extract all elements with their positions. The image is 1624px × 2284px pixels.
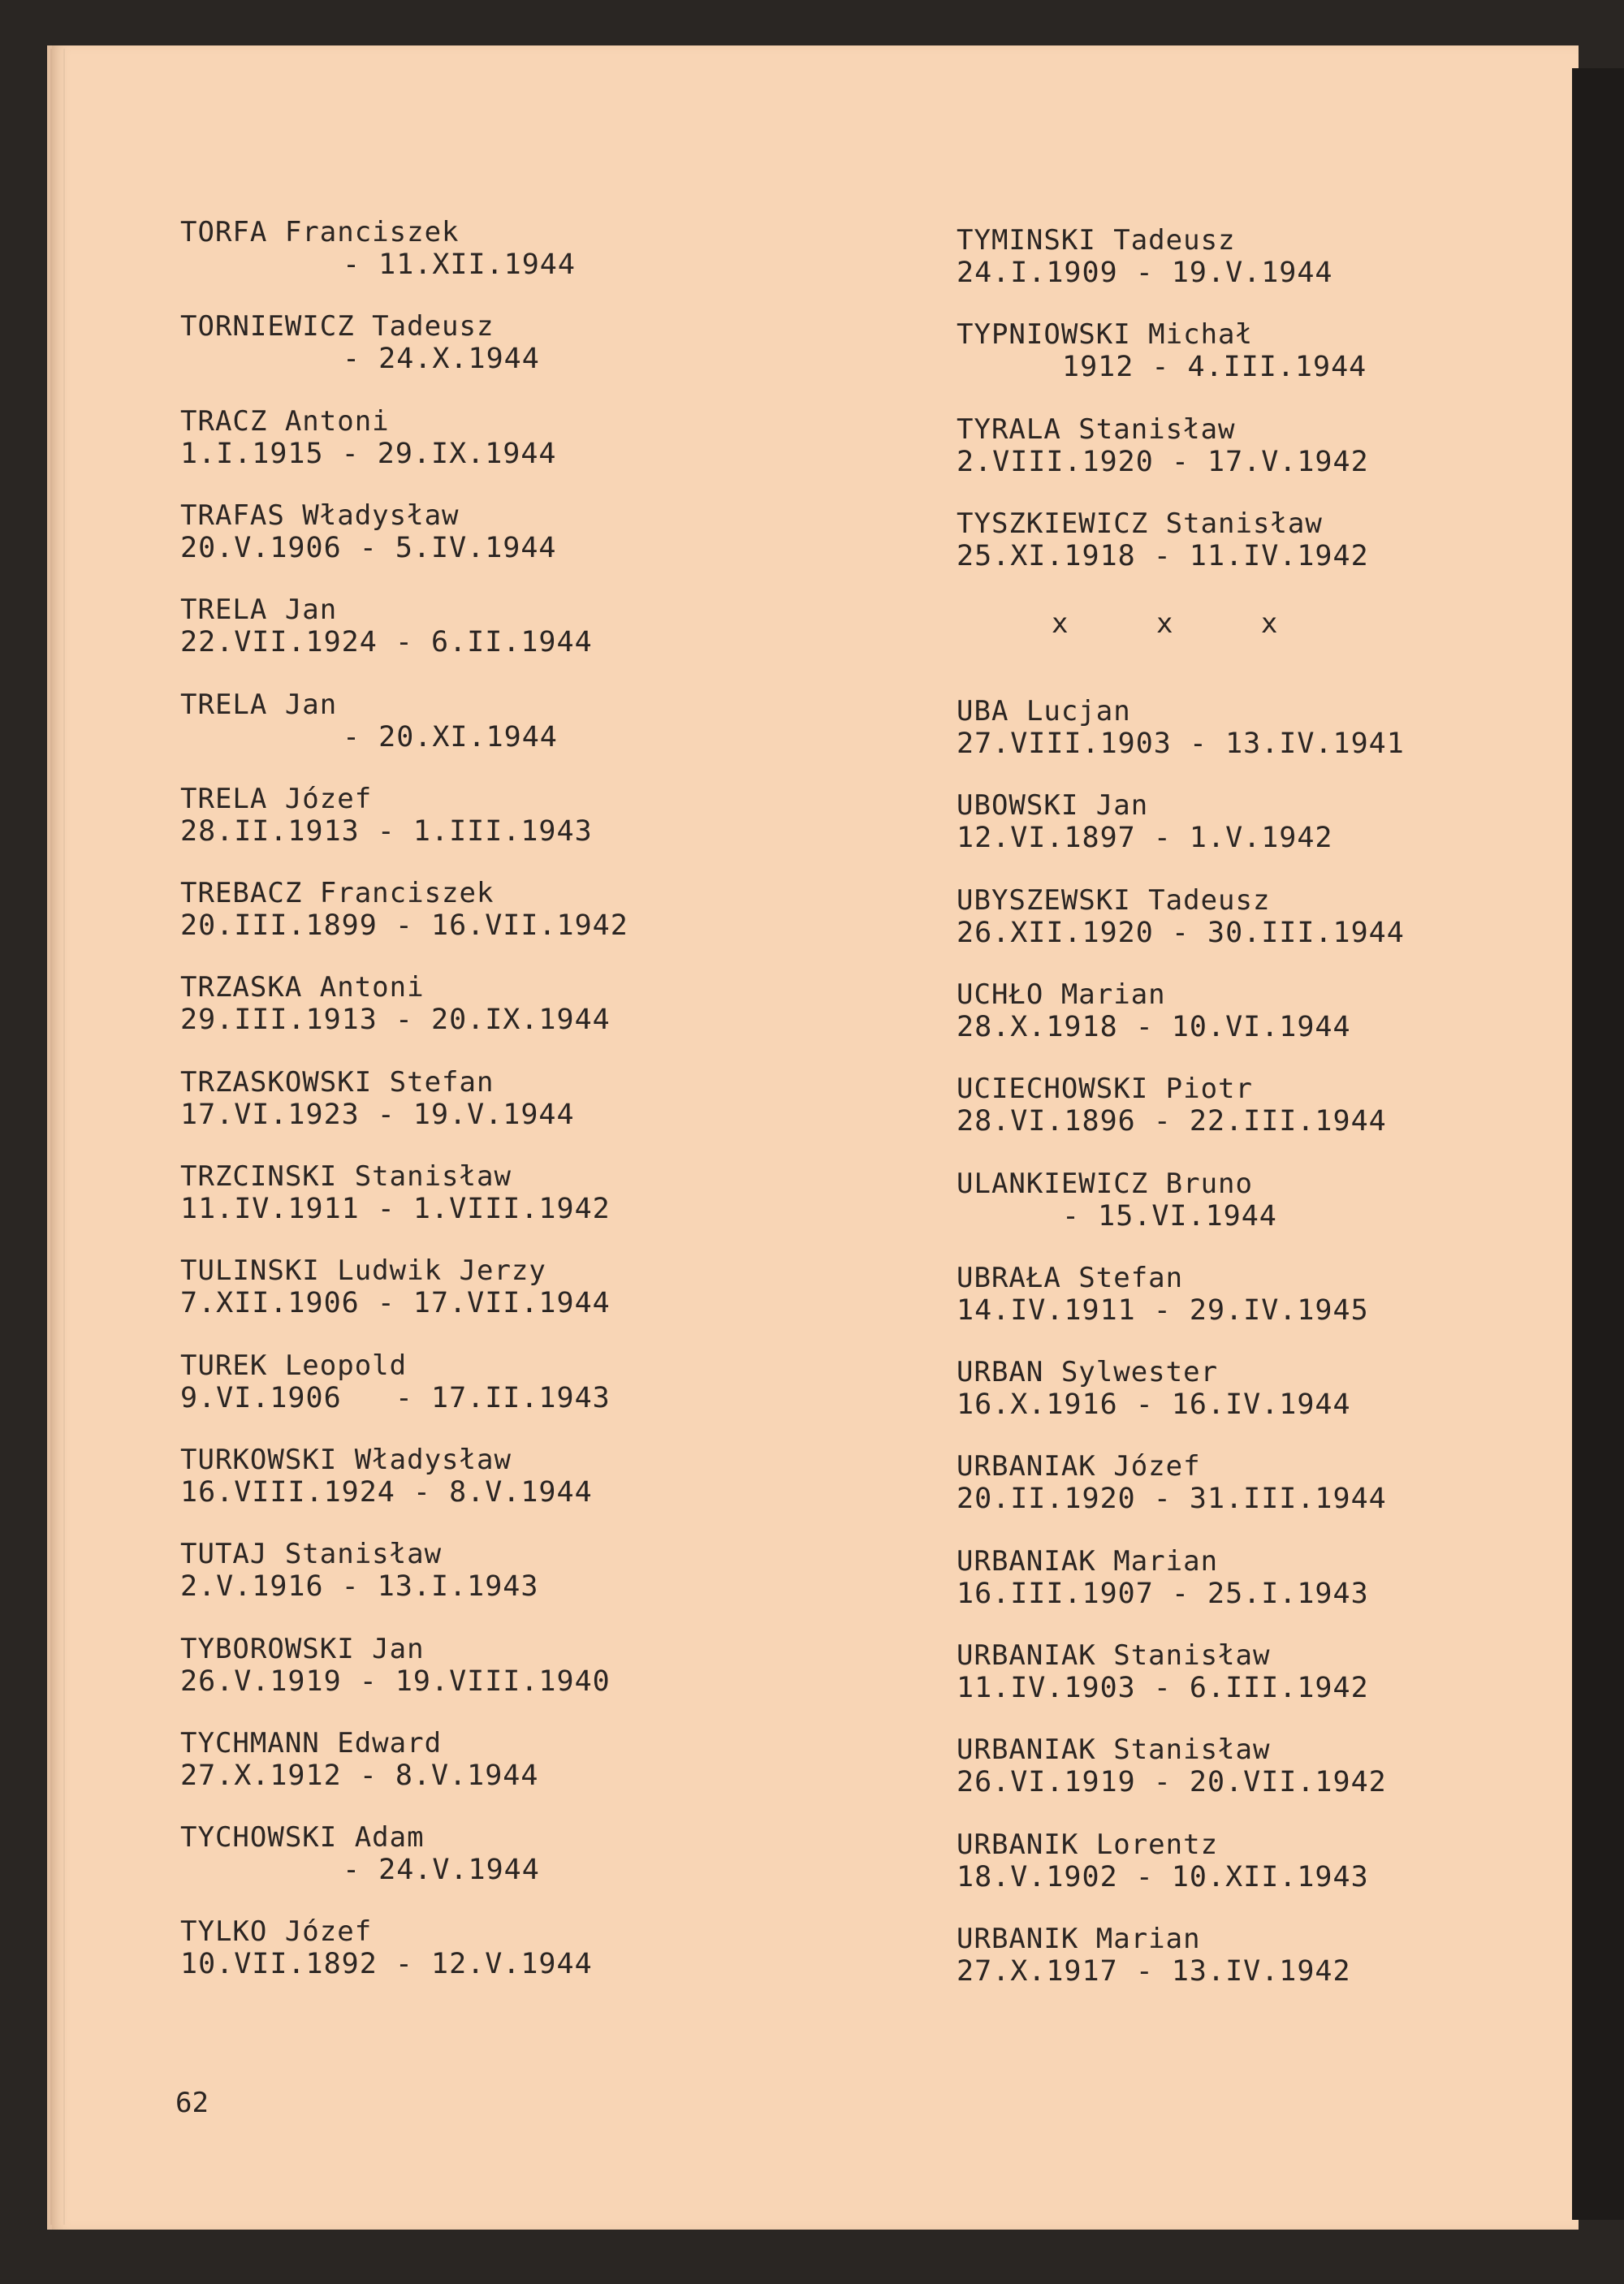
life-dates: 20.II.1920 - 31.III.1944 — [957, 1483, 1387, 1516]
register-entry — [957, 884, 1405, 949]
life-dates: 11.IV.1903 - 6.III.1942 — [957, 1672, 1369, 1704]
person-name: TRAFAS Władysław — [180, 499, 460, 532]
register-entry — [957, 1923, 1351, 1988]
person-name: URBANIAK Marian — [957, 1544, 1219, 1578]
person-name: URBANIK Marian — [957, 1922, 1201, 1955]
register-entry — [957, 507, 1369, 572]
register-entry — [180, 1066, 575, 1131]
person-name: TUTAJ Stanisław — [180, 1538, 443, 1571]
life-dates: 2.V.1916 - 13.I.1943 — [180, 1570, 539, 1604]
life-dates: 14.IV.1911 - 29.IV.1945 — [957, 1293, 1369, 1327]
life-dates: 16.VIII.1924 - 8.V.1944 — [180, 1475, 593, 1509]
page-number: 62 — [175, 2087, 209, 2119]
register-entry — [180, 1254, 611, 1319]
life-dates: 1912 - 4.III.1944 — [1062, 351, 1367, 384]
person-name: TYLKO Józef — [180, 1915, 373, 1949]
person-name: TUREK Leopold — [180, 1349, 408, 1382]
person-name: TYCHOWSKI Adam — [180, 1821, 425, 1854]
person-name: UCIECHOWSKI Piotr — [957, 1073, 1253, 1106]
person-name: TYCHMANN Edward — [180, 1726, 443, 1759]
person-name: UCHŁO Marian — [957, 978, 1166, 1011]
life-dates: 17.VI.1923 - 19.V.1944 — [180, 1098, 575, 1131]
person-name: TYBOROWSKI Jan — [180, 1632, 425, 1665]
register-entry — [180, 405, 557, 470]
person-name: TYRALA Stanisław — [957, 412, 1236, 446]
life-dates: - 11.XII.1944 — [343, 248, 576, 281]
person-name: TRELA Jan — [180, 688, 338, 721]
page-stack-edge — [50, 49, 65, 2225]
life-dates: 28.VI.1896 - 22.III.1944 — [957, 1105, 1387, 1138]
life-dates: - 15.VI.1944 — [1062, 1199, 1277, 1233]
life-dates: 11.IV.1911 - 1.VIII.1942 — [180, 1193, 611, 1225]
person-name: ULANKIEWICZ Bruno — [957, 1167, 1253, 1200]
life-dates: 16.X.1916 - 16.IV.1944 — [957, 1388, 1351, 1422]
life-dates: 20.III.1899 - 16.VII.1942 — [180, 909, 628, 943]
register-entry — [957, 1356, 1351, 1421]
life-dates: 12.VI.1897 - 1.V.1942 — [957, 822, 1333, 855]
person-name: TREBACZ Franciszek — [180, 877, 495, 910]
register-entry — [957, 413, 1369, 478]
life-dates: 25.XI.1918 - 11.IV.1942 — [957, 539, 1369, 572]
life-dates: 16.III.1907 - 25.I.1943 — [957, 1577, 1369, 1610]
person-name: URBANIAK Stanisław — [957, 1734, 1271, 1767]
section-separator: x x x — [1052, 607, 1314, 640]
register-entry — [957, 1545, 1369, 1610]
register-entry — [180, 1821, 540, 1886]
person-name: TULINSKI Ludwik Jerzy — [180, 1254, 546, 1288]
register-entry — [180, 1160, 611, 1225]
person-name: UBA Lucjan — [957, 695, 1131, 728]
life-dates: 27.X.1912 - 8.V.1944 — [180, 1759, 539, 1792]
life-dates: 27.VIII.1903 - 13.IV.1941 — [957, 728, 1405, 760]
person-name: TRELA Jan — [180, 594, 338, 627]
book-spine-shadow — [1572, 68, 1624, 2220]
life-dates: - 20.XI.1944 — [343, 720, 558, 753]
register-entry — [957, 695, 1405, 760]
life-dates: 10.VII.1892 - 12.V.1944 — [180, 1948, 593, 1981]
life-dates: 29.III.1913 - 20.IX.1944 — [180, 1004, 611, 1037]
register-entry — [180, 310, 540, 375]
register-entry — [957, 978, 1351, 1043]
person-name: UBRAŁA Stefan — [957, 1261, 1184, 1294]
register-entry — [180, 594, 593, 658]
life-dates: 1.I.1915 - 29.IX.1944 — [180, 437, 557, 470]
register-entry — [957, 1734, 1387, 1798]
register-entry — [180, 1444, 593, 1509]
life-dates: - 24.X.1944 — [343, 343, 540, 376]
life-dates: 26.VI.1919 - 20.VII.1942 — [957, 1766, 1387, 1799]
life-dates: 26.V.1919 - 19.VIII.1940 — [180, 1664, 611, 1698]
person-name: UBOWSKI Jan — [957, 789, 1149, 822]
life-dates: 24.I.1909 - 19.V.1944 — [957, 257, 1333, 289]
register-entry — [957, 1450, 1387, 1515]
register-entry — [957, 789, 1333, 854]
register-entry — [957, 1828, 1369, 1893]
person-name: TYSZKIEWICZ Stanisław — [957, 507, 1323, 540]
life-dates: 7.XII.1906 - 17.VII.1944 — [180, 1287, 611, 1320]
register-entry — [180, 783, 593, 848]
register-entry — [957, 224, 1333, 289]
person-name: TRZCINSKI Stanisław — [180, 1160, 512, 1193]
life-dates: 20.V.1906 - 5.IV.1944 — [180, 531, 557, 564]
life-dates: 27.X.1917 - 13.IV.1942 — [957, 1954, 1351, 1988]
person-name: URBAN Sylwester — [957, 1356, 1219, 1389]
person-name: UBYSZEWSKI Tadeusz — [957, 883, 1271, 917]
person-name: URBANIK Lorentz — [957, 1828, 1219, 1861]
person-name: TRZASKOWSKI Stefan — [180, 1065, 495, 1099]
life-dates: 9.VI.1906 - 17.II.1943 — [180, 1381, 611, 1414]
person-name: TORNIEWICZ Tadeusz — [180, 310, 495, 343]
person-name: URBANIAK Józef — [957, 1450, 1201, 1483]
register-entry — [180, 971, 611, 1036]
person-name: TRELA Józef — [180, 782, 373, 815]
register-entry — [180, 689, 558, 753]
life-dates: 28.X.1918 - 10.VI.1944 — [957, 1010, 1351, 1043]
register-entry — [180, 499, 557, 564]
register-entry — [180, 877, 628, 942]
register-entry — [180, 1538, 538, 1603]
register-entry — [180, 1727, 538, 1792]
person-name: TYMINSKI Tadeusz — [957, 224, 1236, 257]
register-entry — [957, 1073, 1387, 1138]
person-name: TORFA Franciszek — [180, 216, 460, 248]
register-entry — [180, 1349, 611, 1414]
life-dates: 28.II.1913 - 1.III.1943 — [180, 814, 593, 848]
life-dates: 2.VIII.1920 - 17.V.1942 — [957, 445, 1369, 478]
register-entry — [957, 1262, 1369, 1327]
register-entry — [957, 318, 1367, 383]
register-entry — [180, 1915, 593, 1980]
register-entry — [180, 216, 576, 281]
person-name: TRZASKA Antoni — [180, 971, 425, 1004]
register-entry — [957, 1168, 1277, 1233]
life-dates: 26.XII.1920 - 30.III.1944 — [957, 916, 1405, 949]
person-name: TYPNIOWSKI Michał — [957, 318, 1253, 352]
person-name: TURKOWSKI Władysław — [180, 1443, 512, 1476]
person-name: URBANIAK Stanisław — [957, 1639, 1271, 1672]
life-dates: 22.VII.1924 - 6.II.1944 — [180, 626, 593, 659]
register-entry — [957, 1639, 1369, 1704]
person-name: TRACZ Antoni — [180, 404, 390, 438]
life-dates: - 24.V.1944 — [343, 1854, 540, 1887]
life-dates: 18.V.1902 - 10.XII.1943 — [957, 1860, 1369, 1893]
register-entry — [180, 1633, 611, 1698]
